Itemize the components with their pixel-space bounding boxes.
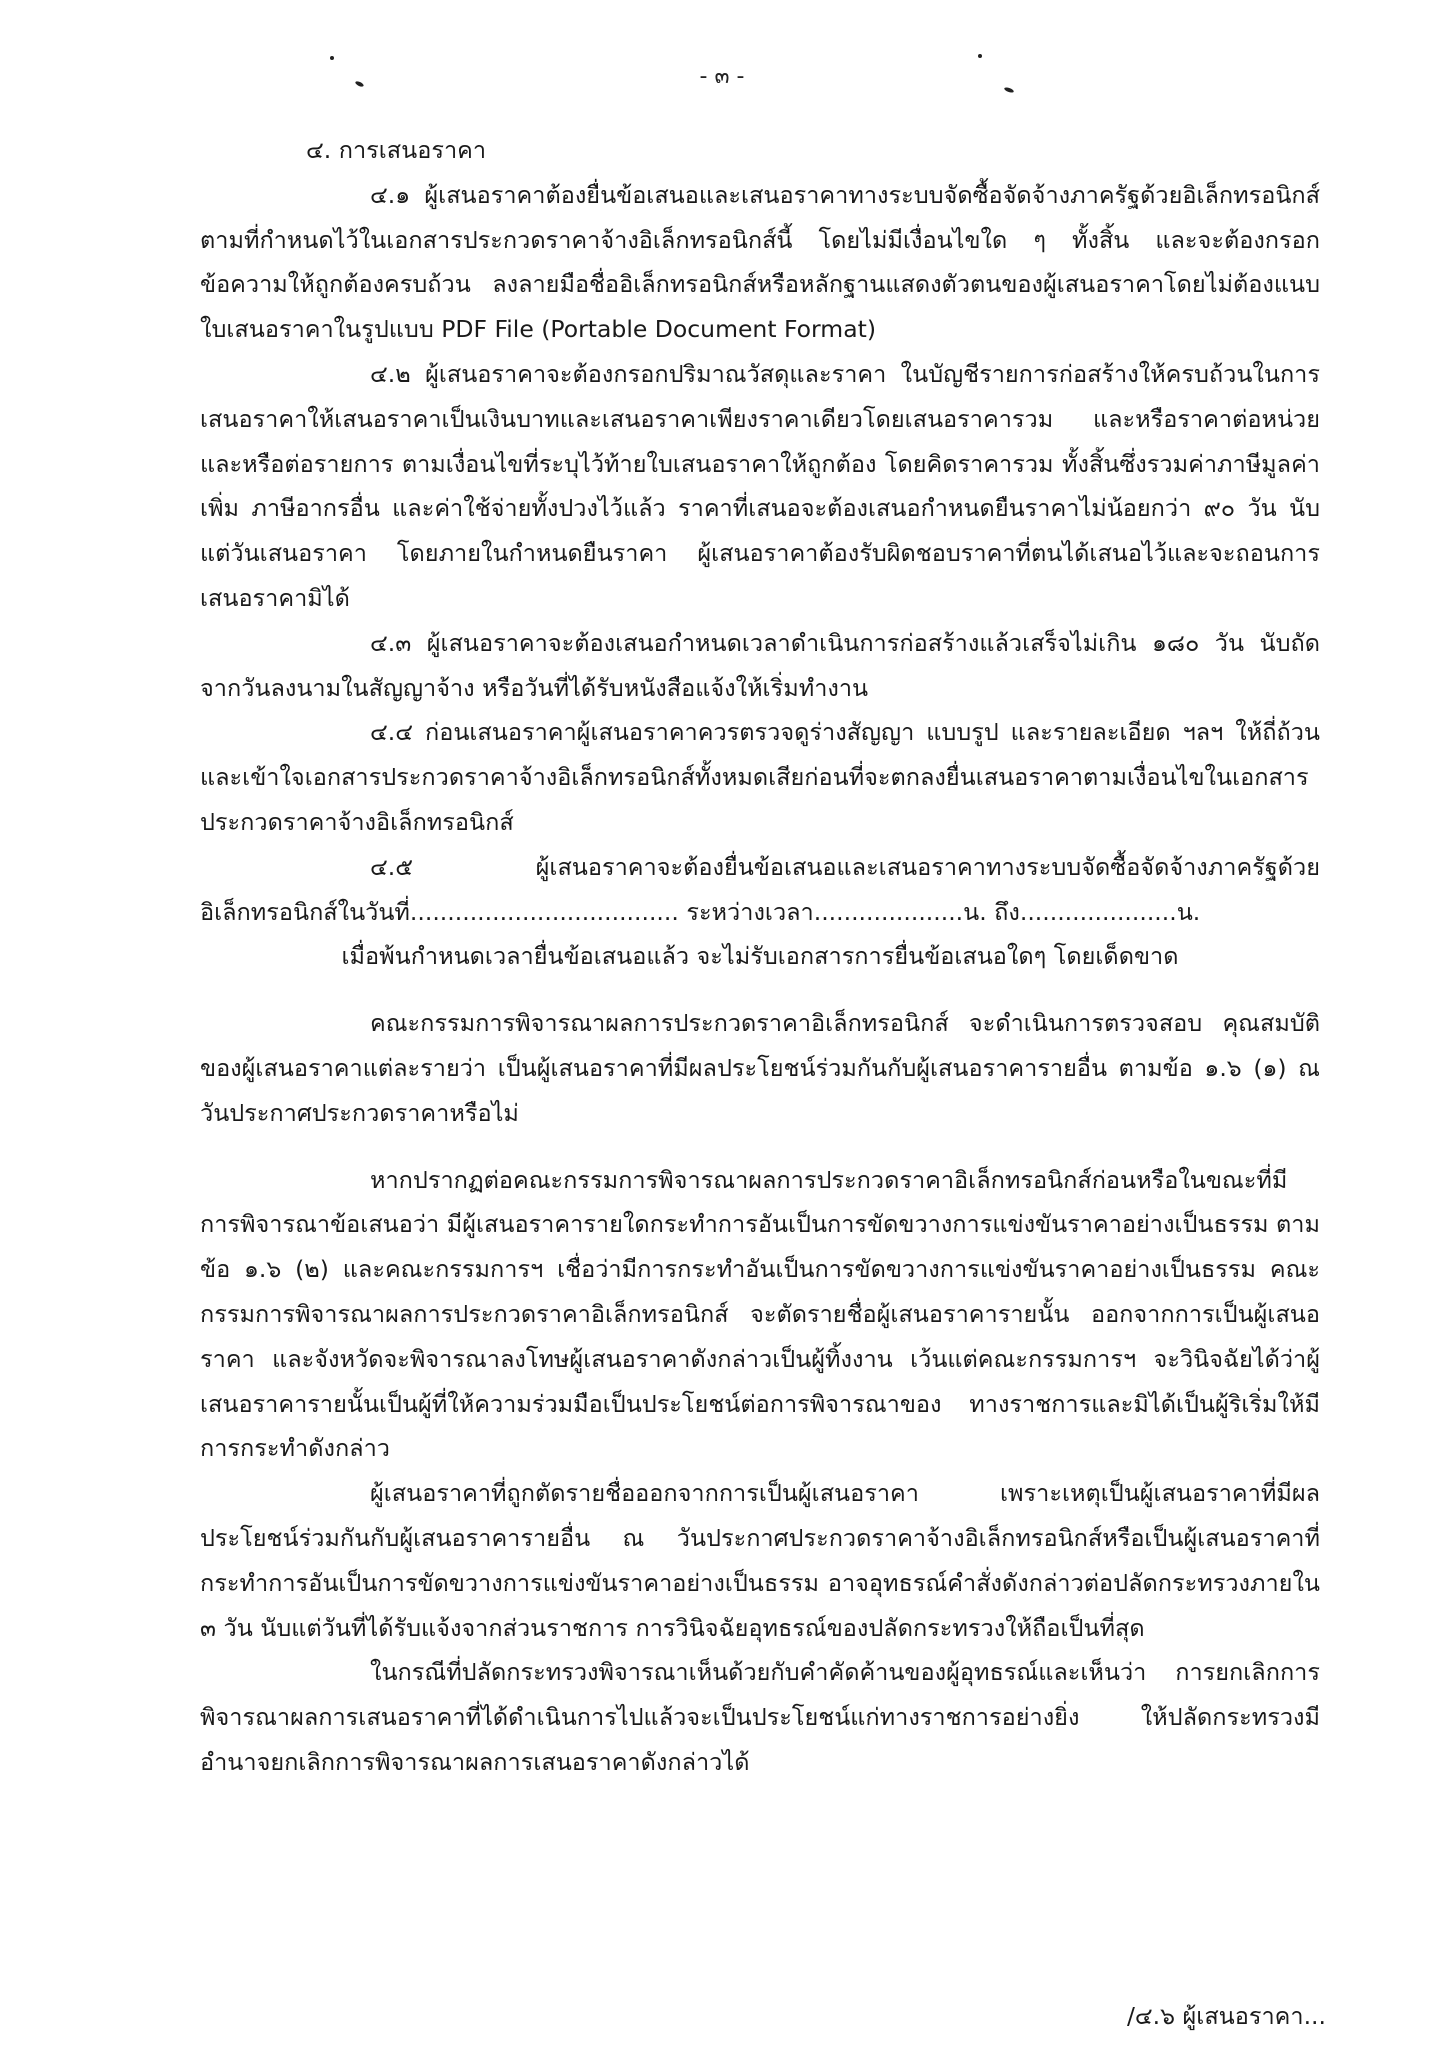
clause-4-5: ๔.๕ ผู้เสนอราคาจะต้องยื่นข้อเสนอและเสนอราคาทางระบบจัดซื้อจัดจ้างภาครัฐด้วยอิเล็กทรอนิกส์ในวันที่.................................... ระหว่างเวลา....................น. ถึง.....................น. [200,852,1320,926]
clause-4-3: ๔.๓ ผู้เสนอราคาจะต้องเสนอกำหนดเวลาดำเนินการก่อสร้างแล้วเสร็จไม่เกิน ๑๘๐ วัน นับถัดจากวันลงนามในสัญญาจ้าง หรือวันที่ได้รับหนังสือแจ้งให้เริ่มทำงาน [200,628,1320,702]
paragraph-collusion: หากปรากฏต่อคณะกรรมการพิจารณาผลการประกวดราคาอิเล็กทรอนิกส์ก่อนหรือในขณะที่มีการพิจารณาข้อเสนอว่า มีผู้เสนอราคารายใดกระทำการอันเป็นการขัดขวางการแข่งขันราคาอย่างเป็นธรรม ตามข้อ ๑.๖ (๒) และคณะกรรมการฯ เชื่อว่ามีการกระทำอันเป็นการขัดขวางการแข่งขันราคาอย่างเป็นธรรม คณะกรรมการพิจารณาผลการประกวดราคาอิเล็กทรอนิกส์ จะตัดรายชื่อผู้เสนอราคารายนั้น ออกจากการเป็นผู้เสนอราคา และจังหวัดจะพิจารณาลงโทษผู้เสนอราคาดังกล่าวเป็นผู้ทิ้งงาน เว้นแต่คณะกรรมการฯ จะวินิจฉัยได้ว่าผู้เสนอราคารายนั้นเป็นผู้ที่ให้ความร่วมมือเป็นประโยชน์ต่อการพิจารณาของ ทางราชการและมิได้เป็นผู้ริเริ่มให้มีการกระทำดังกล่าว [200,1165,1320,1463]
paragraph-appeal: ผู้เสนอราคาที่ถูกตัดรายชื่อออกจากการเป็นผู้เสนอราคา เพราะเหตุเป็นผู้เสนอราคาที่มีผลประโยชน์ร่วมกันกับผู้เสนอราคารายอื่น ณ วันประกาศประกวดราคาจ้างอิเล็กทรอนิกส์หรือเป็นผู้เสนอราคาที่กระทำการอันเป็นการขัดขวางการแข่งขันราคาอย่างเป็นธรรม อาจอุทธรณ์คำสั่งดังกล่าวต่อปลัดกระทรวงภายใน ๓ วัน นับแต่วันที่ได้รับแจ้งจากส่วนราชการ การวินิจฉัยอุทธรณ์ของปลัดกระทรวงให้ถือเป็นที่สุด [200,1479,1320,1642]
clause-4-5-note: เมื่อพ้นกำหนดเวลายื่นข้อเสนอแล้ว จะไม่รับเอกสารการยื่นข้อเสนอใดๆ โดยเด็ดขาด [341,942,1179,971]
section-heading: ๔. การเสนอราคา [306,136,487,164]
clause-4-1: ๔.๑ ผู้เสนอราคาต้องยื่นข้อเสนอและเสนอราคาทางระบบจัดซื้อจัดจ้างภาครัฐด้วยอิเล็กทรอนิกส์ตามที่กำหนดไว้ในเอกสารประกวดราคาจ้างอิเล็กทรอนิกส์นี้ โดยไม่มีเงื่อนไขใด ๆ ทั้งสิ้น และจะต้องกรอกข้อความให้ถูกต้องครบถ้วน ลงลายมือชื่ออิเล็กทรอนิกส์หรือหลักฐานแสดงตัวตนของผู้เสนอราคาโดยไม่ต้องแนบใบเสนอราคาในรูปแบบ PDF File (Portable Document Format) [200,180,1320,344]
page-number: - ๓ - [699,64,745,89]
document-body [200,128,1320,1785]
paragraph-committee: คณะกรรมการพิจารณาผลการประกวดราคาอิเล็กทรอนิกส์ จะดำเนินการตรวจสอบ คุณสมบัติของผู้เสนอราคาแต่ละรายว่า เป็นผู้เสนอราคาที่มีผลประโยชน์ร่วมกันกับผู้เสนอราคารายอื่น ตามข้อ ๑.๖ (๑) ณ วันประกาศประกวดราคาหรือไม่ [200,1009,1320,1127]
spacer [200,1136,1320,1158]
continuation-footer: /๔.๖ ผู้เสนอราคา... [1126,2002,1326,2030]
clause-4-4: ๔.๔ ก่อนเสนอราคาผู้เสนอราคาควรตรวจดูร่างสัญญา แบบรูป และรายละเอียด ฯลฯ ให้ถี่ถ้วนและเข้าใจเอกสารประกวดราคาจ้างอิเล็กทรอนิกส์ทั้งหมดเสียก่อนที่จะตกลงยื่นเสนอราคาตามเงื่อนไขในเอกสารประกวดราคาจ้างอิเล็กทรอนิกส์ [200,718,1320,836]
spacer [200,979,1320,1001]
paragraph-cancellation: ในกรณีที่ปลัดกระทรวงพิจารณาเห็นด้วยกับคำคัดค้านของผู้อุทธรณ์และเห็นว่า การยกเลิกการพิจารณาผลการเสนอราคาที่ได้ดำเนินการไปแล้วจะเป็นประโยชน์แก่ทางราชการอย่างยิ่ง ให้ปลัดกระทรวงมีอำนาจยกเลิกการพิจารณาผลการเสนอราคาดังกล่าวได้ [200,1658,1320,1776]
clause-4-2: ๔.๒ ผู้เสนอราคาจะต้องกรอกปริมาณวัสดุและราคา ในบัญชีรายการก่อสร้างให้ครบถ้วนในการเสนอราคาให้เสนอราคาเป็นเงินบาทและเสนอราคาเพียงราคาเดียวโดยเสนอราคารวม และหรือราคาต่อหน่วย และหรือต่อรายการ ตามเงื่อนไขที่ระบุไว้ท้ายใบเสนอราคาให้ถูกต้อง โดยคิดราคารวม ทั้งสิ้นซึ่งรวมค่าภาษีมูลค่าเพิ่ม ภาษีอากรอื่น และค่าใช้จ่ายทั้งปวงไว้แล้ว ราคาที่เสนอจะต้องเสนอกำหนดยืนราคาไม่น้อยกว่า ๙๐ วัน นับแต่วันเสนอราคา โดยภายในกำหนดยืนราคา ผู้เสนอราคาต้องรับผิดชอบราคาที่ตนได้เสนอไว้และจะถอนการเสนอราคามิได้ [200,359,1320,612]
